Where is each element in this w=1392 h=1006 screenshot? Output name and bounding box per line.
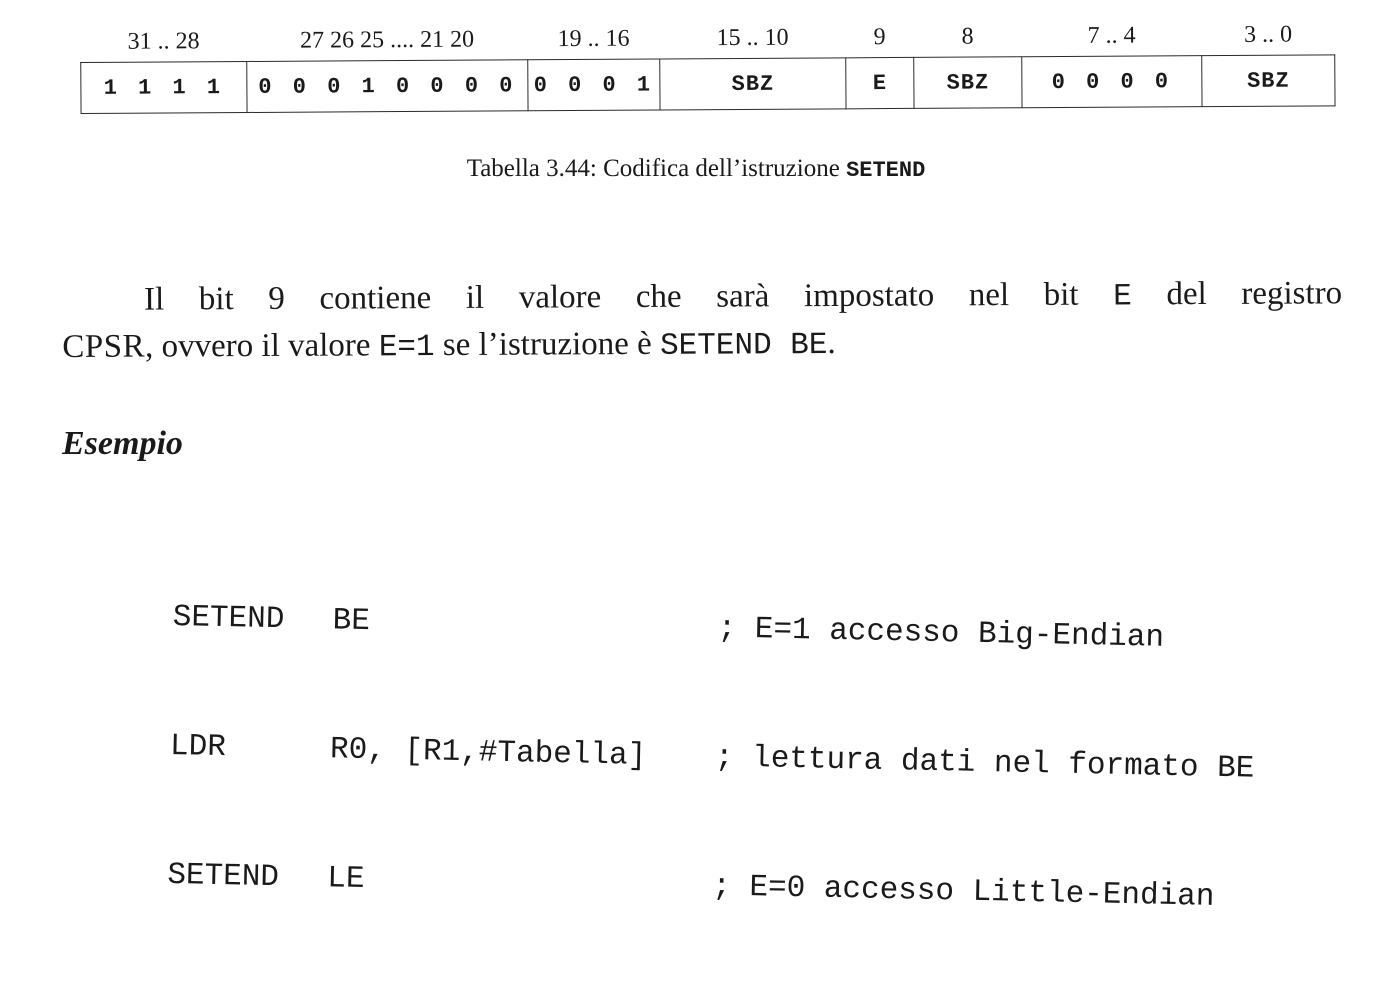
register-name: CPSR: [62, 328, 146, 365]
code-example: [165, 510, 1255, 984]
code-opcode: SETEND: [166, 857, 280, 896]
bit-field-e: E: [846, 57, 914, 108]
bit-field-sbz: SBZ: [1202, 55, 1335, 107]
paragraph-text: Il bit 9 contiene il valore che sarà impostato nel bit: [144, 276, 1079, 318]
bit-value-row: [81, 55, 1335, 114]
instruction-encoding-table: [80, 14, 1336, 114]
bit-range-header: 31 .. 28: [127, 27, 200, 55]
paragraph-text: se l’istruzione è: [442, 325, 652, 364]
code-operands: BE: [332, 603, 371, 640]
bit-range-header: 15 .. 10: [716, 24, 789, 51]
paragraph-text: , ovvero il valore: [145, 327, 371, 365]
paragraph-line-2: [62, 318, 1342, 372]
bit-range-header: 7 .. 4: [1087, 22, 1136, 49]
instruction-code: SETEND BE: [659, 327, 828, 364]
body-paragraph: [62, 271, 1342, 372]
bit-range-header: 3 .. 0: [1244, 21, 1293, 48]
bit-field-cond: 1 1 1 1: [81, 61, 247, 113]
code-comment: ; E=0 accesso Little-Endian: [711, 869, 1215, 915]
code-line: [172, 596, 1165, 656]
bit-range-header: 27 26 25 .... 21 20: [300, 26, 475, 54]
bit-field-sbz: SBZ: [914, 57, 1022, 109]
bit-field-19-16: 0 0 0 1: [528, 59, 660, 111]
code-opcode: LDR: [169, 728, 227, 766]
bit-name: E: [1113, 279, 1132, 315]
bit-range-header: 9: [873, 23, 886, 50]
bit-field-sbz: SBZ: [660, 58, 846, 110]
bit-field-7-4: 0 0 0 0: [1022, 56, 1202, 108]
paragraph-text: .: [827, 324, 836, 361]
code-operands: LE: [326, 861, 365, 898]
value-code: E=1: [378, 330, 435, 366]
code-comment: ; E=1 accesso Big-Endian: [717, 611, 1165, 656]
paragraph-text: del registro: [1166, 275, 1343, 313]
section-heading: Esempio: [62, 425, 183, 462]
bit-range-header: 8: [961, 23, 974, 50]
table-caption: [0, 155, 1392, 183]
code-comment: ; lettura dati nel formato BE: [714, 740, 1255, 787]
bit-range-header: 19 .. 16: [557, 25, 630, 52]
code-line: [169, 725, 1255, 787]
code-line: [166, 854, 1215, 915]
caption-instruction: SETEND: [846, 158, 926, 183]
code-operands: R0, [R1,#Tabella]: [329, 732, 647, 774]
code-opcode: SETEND: [172, 599, 285, 638]
caption-label: Tabella 3.44: Codifica dell’istruzione: [466, 155, 840, 182]
paragraph-line-1: [62, 271, 1342, 325]
bit-field-opcode: 0 0 0 1 0 0 0 0: [247, 60, 528, 113]
